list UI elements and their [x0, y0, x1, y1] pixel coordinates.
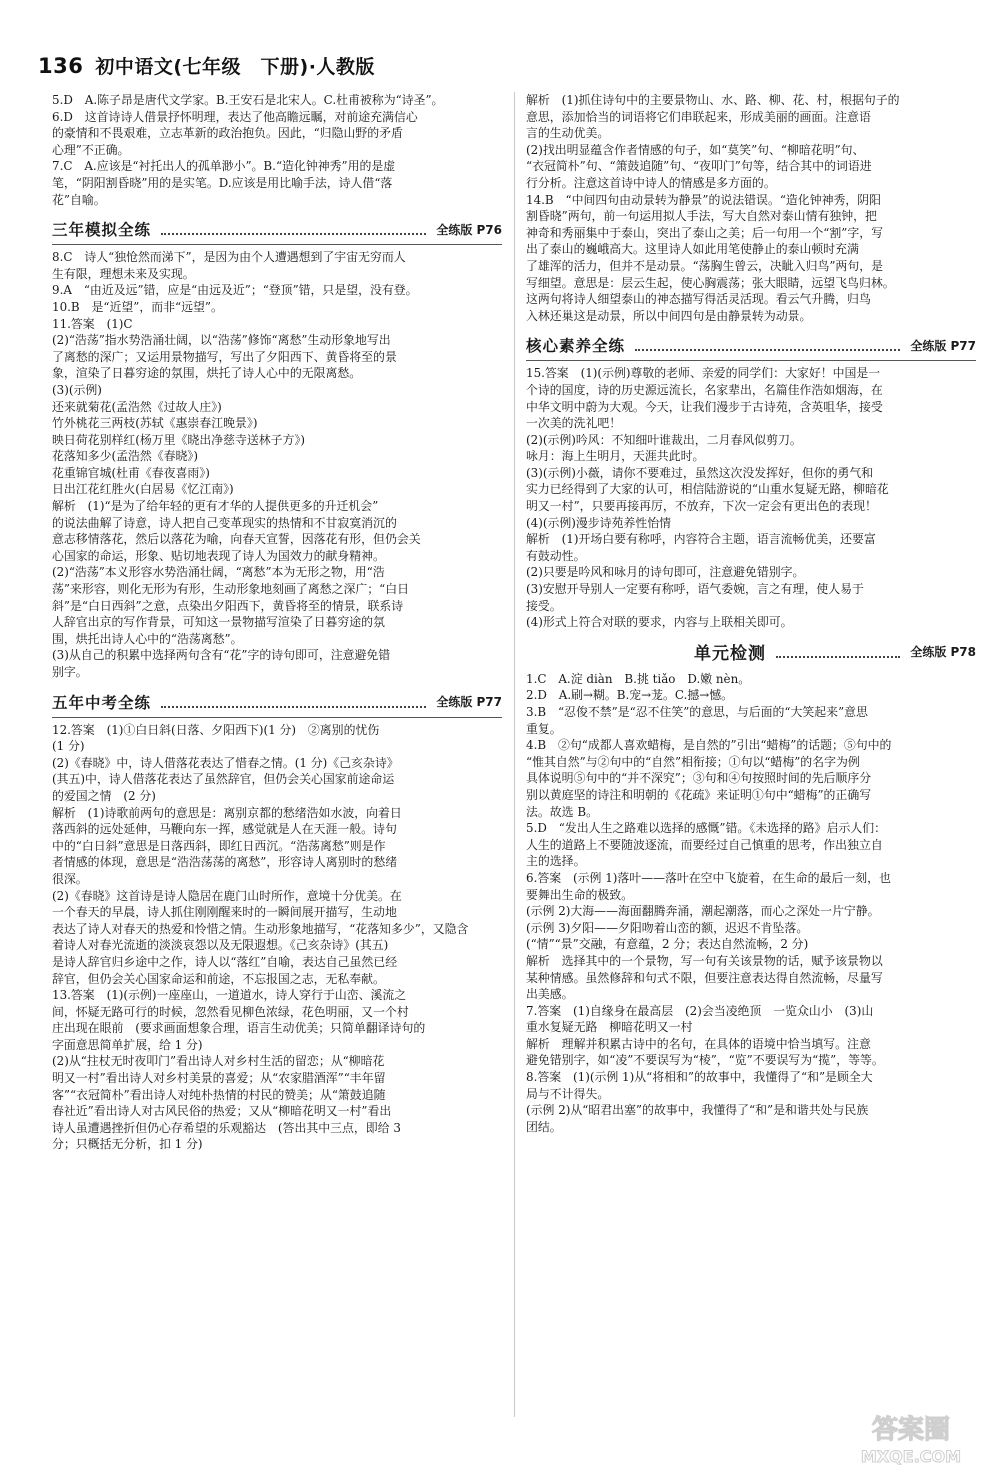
text-line: 了雄浑的活力，但并不是动景。“荡胸生曾云，决眦入归鸟”两句，是 — [526, 258, 883, 273]
text-line: 庄出现在眼前 (要求画面想象合理，语言生动优美；只简单翻译诗句的 — [52, 1021, 426, 1036]
text-line: 写细望。意思是：层云生起，使心胸震荡；张大眼睛，远望飞鸟归林。 — [526, 275, 895, 290]
text-line: (2)找出明显蕴含作者情感的句子，如“莫笑”句、“柳暗花明”句、 — [526, 142, 865, 157]
text-line: 着诗人对春光流逝的淡淡哀怨以及无限遐想。《己亥杂诗》(其五) — [52, 938, 389, 953]
text-line: 映日荷花别样红(杨万里《晓出净慈寺送林子方》) — [52, 432, 306, 447]
right-column — [526, 92, 976, 1135]
text-line: (4)形式上符合对联的要求，内容与上联相关即可。 — [526, 615, 793, 630]
text-line: 表达了诗人对春天的热爱和怜惜之情。生动形象地描写，“花落知多少”，又隐含 — [52, 921, 469, 936]
text-line: 中的“白日斜”意思是日落西斜，即红日西沉。“浩荡离愁”则是作 — [52, 838, 386, 853]
text-line: 个诗的国度，诗的历史源远流长，名家辈出，名篇佳作浩如烟海，在 — [526, 382, 883, 397]
text-line: 是诗人辞官归乡途中之作，诗人以“落红”自喻，表达自己虽然已经 — [52, 954, 398, 969]
answers-block-3 — [526, 671, 976, 1136]
text-line: 10.B 是“近望”，而非“远望”。 — [52, 299, 223, 314]
text-line: 5.D A.陈子昂是唐代文学家。B.王安石是北宋人。C.杜甫被称为“诗圣”。 — [52, 93, 444, 107]
text-line: 主的选择。 — [526, 854, 586, 869]
text-line: 诗人虽遭遇挫折但仍心存希望的乐观豁达 (答出其中三点，即给 3 — [52, 1120, 401, 1135]
text-line: 具体说明⑤句中的“并不深究”；③句和④句按照时间的先后顺序分 — [526, 771, 872, 786]
text-line: 实力已经得到了大家的认可，相信陆游说的“山重水复疑无路，柳暗花 — [526, 482, 889, 497]
text-line: 了离愁的深广；又运用景物描写，写出了夕阳西下、黄昏将至的景 — [52, 349, 397, 364]
text-line: 咏月：海上生明月，天涯共此时。 — [526, 449, 705, 464]
text-line: (3)(示例) — [52, 382, 102, 397]
text-line: 解析 (1)诗歌前两句的意思是：离别京都的愁绪浩如水波，向着日 — [52, 805, 402, 820]
text-line: 7.C A.应该是“衬托出人的孤单渺小”。B.“造化钟神秀”用的是虚 — [52, 159, 396, 174]
text-line: 言的生动优美。 — [526, 126, 610, 141]
text-line: 围，烘托出诗人心中的“浩荡离愁”。 — [52, 631, 243, 646]
text-line: 一次美的洗礼吧！ — [526, 416, 622, 431]
text-line: 6.D 这首诗诗人借景抒怀明理，表达了他高瞻远瞩，对前途充满信心 — [52, 109, 418, 124]
text-line: 日出江花红胜火(白居易《忆江南》) — [52, 482, 234, 497]
text-line: 解析 选择其中的一个景物，写一句有关该景物的话，赋予该景物以 — [526, 953, 883, 968]
text-line: 出了泰山的巍峨高大。这里诗人如此用笔使静止的泰山顿时充满 — [526, 242, 859, 257]
text-line: (2)《春晓》这首诗是诗人隐居在鹿门山时所作，意境十分优美。在 — [52, 888, 402, 903]
text-line: 这两句将诗人细望泰山的神态描写得活灵活现。看云气升腾，归鸟 — [526, 292, 871, 307]
text-line: (示例 2)大海——海面翻腾奔涌，潮起潮落，而心之深处一片宁静。 — [526, 904, 880, 919]
text-line: 斜”是“白日西斜”之意，点染出夕阳西下，黄昏将至的情景，联系诗 — [52, 598, 404, 613]
text-line: (3)从自己的积累中选择两句含有“花”字的诗句即可，注意避免错 — [52, 648, 391, 663]
text-line: (2)(示例)吟风：不知细叶谁裁出，二月春风似剪刀。 — [526, 432, 802, 447]
section-header-wunian — [52, 687, 502, 718]
text-line: 重复。 — [526, 721, 562, 736]
text-line: 割昏晓”两句，前一句运用拟人手法，写大自然对泰山情有独钟，把 — [526, 209, 877, 224]
text-line: 花重锦官城(杜甫《春夜喜雨》) — [52, 465, 210, 480]
text-line: (其五)中，诗人借落花表达了虽然辞官，但仍会关心国家前途命运 — [52, 772, 395, 787]
answers-block-2 — [52, 249, 502, 680]
text-line: 要舞出生命的极致。 — [526, 887, 634, 902]
section-ref: 全练版 P77 — [910, 338, 976, 353]
text-line: (1 分) — [52, 739, 85, 754]
text-line: 一个春天的早晨，诗人抓住刚刚醒来时的一瞬间展开描写，生动地 — [52, 905, 397, 920]
leader-dots — [635, 339, 900, 351]
text-line: 心理”不正确。 — [52, 142, 130, 157]
text-line: 11.答案 (1)C — [52, 316, 133, 331]
text-line: 有鼓动性。 — [526, 548, 586, 563]
text-line: 2.D A.刷→糊。B.宠→茏。C.撼→憾。 — [526, 688, 734, 703]
text-line: 8.答案 (1)(示例 1)从“将相和”的故事中，我懂得了“和”是顾全大 — [526, 1070, 873, 1085]
text-line: 13.答案 (1)(示例)一座座山，一道道水，诗人穿行于山峦、溪流之 — [52, 988, 407, 1003]
text-line: 客”“衣冠简朴”看出诗人对纯朴热情的村民的赞美；从“箫鼓追随 — [52, 1087, 386, 1102]
section-title: 单元检测 — [694, 644, 766, 665]
text-line: 还来就菊花(孟浩然《过故人庄》) — [52, 399, 222, 414]
text-line: 8.C 诗人“独怆然而涕下”，是因为由个人遭遇想到了宇宙无穷而人 — [52, 250, 406, 265]
text-line: 重水复疑无路 柳暗花明又一村 — [526, 1020, 693, 1035]
text-line: 出美感。 — [526, 987, 574, 1002]
answers-block-1 — [526, 92, 976, 324]
svg-text:MXQE.COM: MXQE.COM — [860, 1447, 962, 1466]
book-title: 初中语文(七年级 下册)·人教版 — [95, 56, 375, 78]
text-line: 避免错别字，如“凌”不要误写为“棱”，“览”不要误写为“揽”，等等。 — [526, 1053, 884, 1068]
text-line: 竹外桃花三两枝(苏轼《惠崇春江晚景》) — [52, 416, 258, 431]
left-column — [52, 92, 502, 1153]
text-line: 解析 (1)抓住诗句中的主要景物山、水、路、柳、花、村，根据句子的 — [526, 93, 900, 107]
text-line: (2)“浩荡”指水势浩涌壮阔，以“浩荡”修饰“离愁”生动形象地写出 — [52, 333, 391, 348]
leader-dots — [776, 646, 900, 658]
section-ref: 全练版 P76 — [436, 222, 502, 237]
text-line: 意志移情落花，然后以落花为喻，向春天宣誓，因落花有形，但仍会关 — [52, 532, 421, 547]
text-line: (3)安慰开导别人一定要有称呼，语气委婉，言之有理，使人易于 — [526, 582, 864, 597]
watermark-logo — [836, 1408, 986, 1468]
text-line: 解析 (1)“是为了给年轻的更有才华的人提供更多的升迁机会” — [52, 499, 379, 514]
section-ref: 全练版 P77 — [436, 695, 502, 710]
text-line: 象，渲染了日暮穷途的氛围，烘托了诗人心中的无限离愁。 — [52, 366, 362, 381]
section-title: 核心素养全练 — [526, 337, 626, 356]
text-line: 别以黄庭坚的诗注和明朝的《花疏》来证明①句中“蜡梅”的正确写 — [526, 787, 872, 802]
text-line: 花落知多少(孟浩然《春晓》) — [52, 449, 199, 464]
section-header-sannian — [52, 214, 502, 245]
text-line: 中华文明中蔚为大观。今天，让我们漫步于古诗苑，含英咀华，接受 — [526, 399, 883, 414]
answers-block-2 — [526, 365, 976, 631]
text-line: (4)(示例)漫步诗苑养性怡情 — [526, 515, 672, 530]
text-line: 分；只概括无分析，扣 1 分) — [52, 1137, 203, 1152]
section-title: 五年中考全练 — [52, 693, 152, 712]
text-line: 接受。 — [526, 598, 562, 613]
text-line: 生有限，理想未来及实现。 — [52, 266, 195, 281]
text-line: 春社近”看出诗人对古风民俗的热爱；又从“柳暗花明又一村”看出 — [52, 1104, 392, 1119]
text-line: (示例 2)从“昭君出塞”的故事中，我懂得了“和”是和谐共处与民族 — [526, 1103, 869, 1118]
text-line: “惟其自然”与②句中的“自然”相衔接；①句以“蜡梅”的名字为例 — [526, 754, 860, 769]
text-line: 1.C A.淀 diàn B.挑 tiǎo D.嫩 nèn。 — [526, 671, 751, 686]
svg-text:答案圈: 答案圈 — [871, 1415, 951, 1445]
text-line: 很深。 — [52, 871, 88, 886]
text-line: 7.答案 (1)自缘身在最高层 (2)会当凌绝顶 一览众山小 (3)山 — [526, 1003, 874, 1018]
text-line: 心国家的命运，形象、贴切地表现了诗人为国效力的献身精神。 — [52, 548, 385, 563]
text-line: (2)“浩荡”本义形容水势浩涌壮阔，“离愁”本为无形之物，用“浩 — [52, 565, 385, 580]
text-line: 人辞官出京的写作背景，可知这一景物描写渲染了日暮穷途的氛 — [52, 615, 385, 630]
text-line: 的爱国之情 (2 分) — [52, 788, 156, 803]
leader-dots — [161, 696, 426, 708]
text-line: 间，怀疑无路可行的时候，忽然看见柳色浓绿，花色明丽，又一个村 — [52, 1004, 409, 1019]
text-line: 某种情感。虽然修辞和句式不限，但要注意表达得自然流畅，尽量写 — [526, 970, 883, 985]
text-line: 15.答案 (1)(示例)尊敬的老师、亲爱的同学们：大家好！中国是一 — [526, 366, 881, 381]
text-line: 5.D “发出人生之路难以选择的感慨”错。《未选择的路》启示人们： — [526, 821, 887, 836]
answers-block-1 — [52, 92, 502, 208]
section-title: 三年模拟全练 — [52, 221, 152, 240]
text-line: 辞官，但仍会关心国家命运和前途，不忘报国之志，无私奉献。 — [52, 971, 385, 986]
text-line: (“情”“景”交融，有意蕴，2 分；表达自然流畅，2 分) — [526, 937, 809, 952]
text-line: (3)(示例)小薇，请你不要难过，虽然这次没发挥好，但你的勇气和 — [526, 465, 874, 480]
text-line: (示例 3)夕阳——夕阳吻着山峦的额，迟迟不肯坠落。 — [526, 920, 809, 935]
section-header-danyuan — [526, 637, 976, 667]
text-line: 明又一村”看出诗人对乡村美景的喜爱；从“农家腊酒浑”“丰年留 — [52, 1071, 386, 1086]
text-line: 解析 理解并积累古诗中的名句，在具体的语境中恰当填写。注意 — [526, 1036, 871, 1051]
page-header — [38, 52, 375, 79]
text-line: 9.A “由近及远”错，应是“由远及近”；“登顶”错，只是望，没有登。 — [52, 283, 418, 298]
text-line: 明又一村”，只要再接再厉，不放弃，下次一定会有更出色的表现！ — [526, 499, 877, 514]
text-line: 花”自喻。 — [52, 192, 106, 207]
text-line: 法。故选 B。 — [526, 804, 598, 819]
text-line: 团结。 — [526, 1119, 562, 1134]
text-line: 意思，添加恰当的词语将它们串联起来，形成美丽的画面。注意语 — [526, 109, 871, 124]
text-line: (2)只要是吟风和咏月的诗句即可，注意避免错别字。 — [526, 565, 805, 580]
text-line: 别字。 — [52, 665, 88, 679]
text-line: 解析 (1)开场白要有称呼，内容符合主题，语言流畅优美，还要富 — [526, 532, 876, 547]
column-divider — [514, 92, 515, 1417]
text-line: 14.B “中间四句由动景转为静景”的说法错误。“造化钟神秀，阴阳 — [526, 192, 882, 207]
leader-dots — [161, 223, 426, 235]
text-line: “衣冠简朴”句、“箫鼓追随”句、“夜叩门”句等，结合其中的词语进 — [526, 159, 872, 174]
text-line: 6.答案 (示例 1)落叶——落叶在空中飞旋着，在生命的最后一刻，也 — [526, 870, 891, 885]
text-line: (2)《春晓》中，诗人借落花表达了惜春之情。(1 分)《己亥杂诗》 — [52, 755, 399, 770]
page-number: 136 — [38, 54, 84, 78]
text-line: 3.B “忍俊不禁”是“忍不住笑”的意思，与后面的“大笑起来”意思 — [526, 705, 868, 719]
text-line: 荡”来形容，则化无形为有形，生动形象地刻画了离愁之深广；“白日 — [52, 582, 409, 597]
section-ref: 全练版 P78 — [910, 645, 976, 660]
text-line: 入林还巢这是动景，所以中间四句是由静景转为动景。 — [526, 308, 812, 323]
text-line: 人生的道路上不要随波逐流，而要经过自己慎重的思考，作出独立自 — [526, 837, 883, 852]
section-header-hexin — [526, 330, 976, 361]
text-line: 者情感的体现，意思是“浩浩荡荡的离愁”，形容诗人离别时的愁绪 — [52, 855, 398, 870]
answers-block-3 — [52, 722, 502, 1153]
text-line: 12.答案 (1)①白日斜(日落、夕阳西下)(1 分) ②离别的忧伤 — [52, 722, 380, 737]
text-line: 局与不计得失。 — [526, 1086, 610, 1101]
text-line: 的说法曲解了诗意，诗人把自己变革现实的热情和不甘寂寞消沉的 — [52, 515, 397, 530]
text-line: 神奇和秀丽集中于泰山，突出了泰山之美；后一句用一个“割”字，写 — [526, 225, 883, 240]
text-line: 笔，“阴阳割昏晓”用的是实笔。D.应该是用比喻手法，诗人借“落 — [52, 175, 393, 190]
text-line: 行分析。注意这首诗中诗人的情感是多方面的。 — [526, 175, 776, 190]
text-line: 4.B ②句“成都人喜欢蜡梅，是自然的”引出“蜡梅”的话题；⑤句中的 — [526, 738, 892, 753]
text-line: 落西斜的远处延伸，马鞭向东一挥，感觉就是人在天涯一般。诗句 — [52, 822, 397, 837]
text-line: (2)从“拄杖无时夜叩门”看出诗人对乡村生活的留恋；从“柳暗花 — [52, 1054, 385, 1069]
text-line: 的豪情和不畏艰难，立志革新的政治抱负。因此，“归隐山野的矛盾 — [52, 126, 403, 141]
text-line: 字面意思简单扩展，给 1 分) — [52, 1037, 203, 1052]
